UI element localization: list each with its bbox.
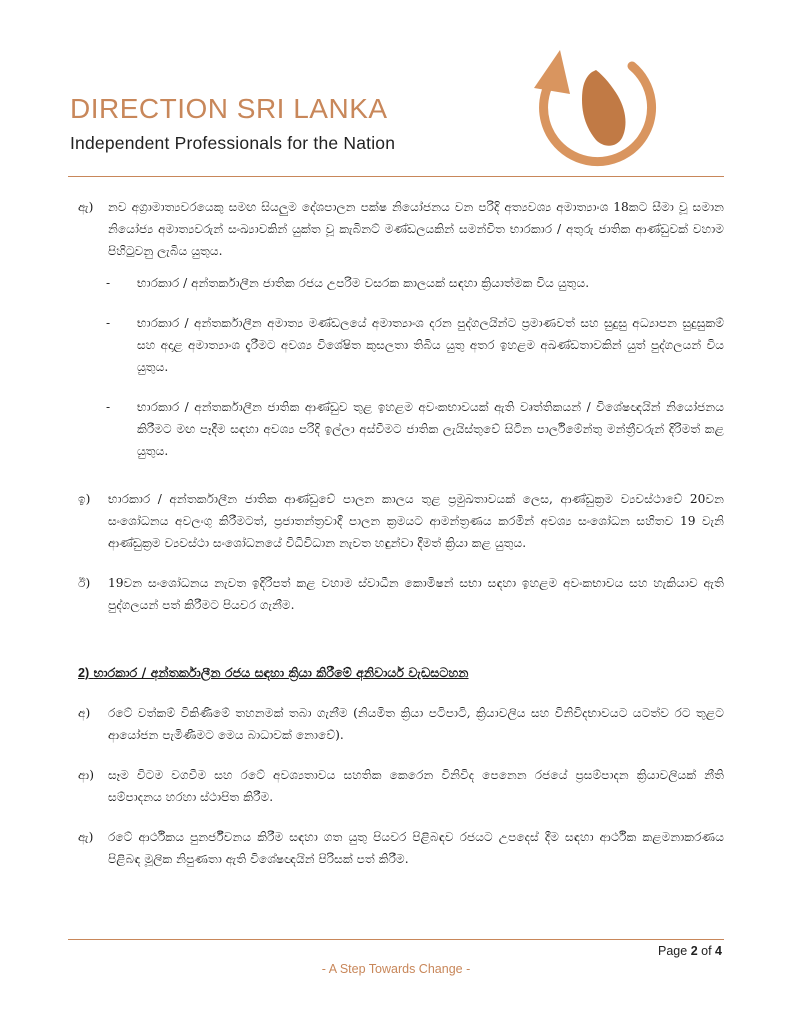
footer-tagline: - A Step Towards Change - bbox=[321, 962, 471, 976]
paragraph-text: සෑම විටම වගවීම සහ රටේ අවශ්‍යතාවය සහතික කෙරෙන විනිවිද පෙනෙන රජයේ ප්‍රසම්පාදන ක්‍රියාවලියක් නීති සම්පාදනය හරහා ස්ථාපිත කිරීම. bbox=[108, 768, 724, 804]
list-item bbox=[78, 702, 724, 746]
paragraph-text: 19වන සංශෝධනය නැවත ඉදිරිපත් කළ වහාම ස්වාධීන කොමිෂන් සභා සඳහා ඉහළම අවංකභාවය සහ හැකියාව ඇති පුද්ගලයන් පත් කිරීමට පියවර ගැනීම. bbox=[108, 576, 724, 612]
paragraph-marker: ඊ) bbox=[78, 576, 91, 590]
paragraph-marker: ඇ) bbox=[78, 200, 94, 214]
paragraph-marker: ආ) bbox=[78, 768, 94, 782]
bullet-item: - භාරකාර / අන්තර්කාලීන ජාතික ආණ්ඩුව තුළ ඉහළම අවංකභාවයක් ඇති වෘත්තිකයන් / විශේෂඥයින් නියෝජනය කිරීමට මඟ පෑදීම සඳහා අවශ්‍ය පරිදි ඉල්ලා අස්වීමට ජාතික ලැයිස්තුවේ සිටින පාර්ලිමේන්තු මන්ත්‍රීවරුන් දිරිමත් කළ යුතුය. bbox=[106, 396, 724, 462]
section-heading bbox=[78, 662, 724, 684]
bullet-item: - භාරකාර / අන්තර්කාලීන අමාත්‍ය මණ්ඩලයේ අමාත්‍යාංශ දරන පුද්ගලයින්ට ප්‍රමාණවත් සහ සුදුසු අධ්‍යාපන සුදුසුකම් සහ අදාළ අමාත්‍යාංශ දැරීමට අවශ්‍ය විශේෂිත කුසලතා තිබිය යුතු අතර ඉහළම අඛණ්ඩතාවකින් යුත් පුද්ගලයන් විය යුතුය. bbox=[106, 312, 724, 378]
total-pages: 4 bbox=[715, 944, 722, 958]
paragraph-marker: ඇ) bbox=[78, 830, 94, 844]
current-page: 2 bbox=[690, 944, 698, 958]
bullet-text: භාරකාර / අන්තර්කාලීන ජාතික ආණ්ඩුව තුළ ඉහළම අවංකභාවයක් ඇති වෘත්තිකයන් / විශේෂඥයින් නියෝජනය කිරීමට මඟ පෑදීම සඳහා අවශ්‍ය පරිදි ඉල්ලා අස්වීමට ජාතික ලැයිස්තුවේ සිටින පාර්ලිමේන්තු මන්ත්‍රීවරුන් දිරිමත් කළ යුතුය. bbox=[137, 400, 724, 458]
paragraph-text: නව අග්‍රාමාත්‍යවරයෙකු සමඟ සියලුම දේශපාලන පක්ෂ නියෝජනය වන පරිදි අත්‍යවශ්‍ය අමාත්‍යාංශ 18කට සීමා වූ සමාන නියෝජ්‍ය අමාත්‍යවරුන් සංඛ්‍යාවකින් යුක්ත වූ කැබිනට් මණ්ඩලයකින් සමන්විත භාරකාර / අතුරු ජාතික ආණ්ඩුවක් වහාම පිහිටුවනු ලැබිය යුතුය. bbox=[108, 200, 724, 258]
paragraph-text: රටේ ආර්ථිකය පුනර්ජීවනය කිරීම සඳහා ගත යුතු පියවර පිළිබඳව රජයට උපදෙස් දීම සඳහා ආර්ථික කළමනාකරණය පිළිබඳ මූලික නිපුණතා ඇති විශේෂඥයින් පිරිසක් පත් කිරීම. bbox=[108, 830, 724, 866]
paragraph-i bbox=[78, 488, 724, 554]
organization-tagline: Independent Professionals for the Nation bbox=[70, 133, 396, 153]
section-number: 2) bbox=[78, 666, 90, 680]
section-title: භාරකාර / අන්තර්කාලීන රජය සඳහා ක්‍රියා කිරීමේ අනිවාර්ය වැඩසටහන bbox=[93, 665, 469, 680]
bullet-text: භාරකාර / අන්තර්කාලීන අමාත්‍ය මණ්ඩලයේ අමාත්‍යාංශ දරන පුද්ගලයින්ට ප්‍රමාණවත් සහ සුදුසු අධ්‍යාපන සුදුසුකම් සහ අදාළ අමාත්‍යාංශ දැරීමට අවශ්‍ය විශේෂිත කුසලතා තිබිය යුතු අතර ඉහළම අඛණ්ඩතාවකින් යුත් පුද්ගලයන් විය යුතුය. bbox=[137, 316, 724, 374]
paragraph-text: භාරකාර / අන්තර්කාලීන ජාතික ආණ්ඩුවේ පාලන කාලය තුළ ප්‍රමුඛතාවයක් ලෙස, ආණ්ඩුක්‍රම ව්‍යවස්ථාවේ 20වන සංශෝධනය අවලංගු කිරීමටත්, ප්‍රජාතන්ත්‍රවාදී පාලන ක්‍රමයට ආමන්ත්‍රණය කරමින් අවශ්‍ය සංශෝධන සහිතව 19 වැනි ආණ්ඩුක්‍රම ව්‍යවස්ථා සංශෝධනයේ විධිවිධාන නැවත හඳුන්වා දීමත් ක්‍රියා කළ යුතුය. bbox=[108, 492, 724, 550]
bullet-text: භාරකාර / අන්තර්කාලීන ජාතික රජය උපරිම වසරක කාලයක් සඳහා ක්‍රියාත්මක විය යුතුය. bbox=[137, 276, 590, 290]
document-header bbox=[70, 95, 395, 154]
list-item bbox=[78, 764, 724, 808]
page-number: Page 2 of 4 bbox=[658, 944, 722, 958]
paragraph-aa bbox=[78, 196, 724, 262]
footer-divider bbox=[68, 939, 724, 940]
document-body bbox=[78, 196, 724, 870]
paragraph-ee bbox=[78, 572, 724, 616]
paragraph-marker: අ) bbox=[78, 706, 91, 720]
header-divider bbox=[68, 176, 724, 177]
paragraph-text: රටේ වත්කම් විකිණීමේ තහනමක් තබා ගැනීම (නියමිත ක්‍රියා පටිපාටි, ක්‍රියාවලිය සහ විනිවිදභාවයට යටත්ව රට තුළට ආයෝජන පැමිණීමට මෙය බාධාවක් නොවේ). bbox=[108, 706, 724, 742]
paragraph-marker: ඉ) bbox=[78, 492, 91, 506]
organization-name: DIRECTION SRI LANKA bbox=[70, 93, 388, 124]
list-item bbox=[78, 826, 724, 870]
bullet-item: - භාරකාර / අන්තර්කාලීන ජාතික රජය උපරිම වසරක කාලයක් සඳහා ක්‍රියාත්මක විය යුතුය. bbox=[106, 272, 724, 294]
sri-lanka-arrow-logo-icon bbox=[520, 44, 660, 174]
